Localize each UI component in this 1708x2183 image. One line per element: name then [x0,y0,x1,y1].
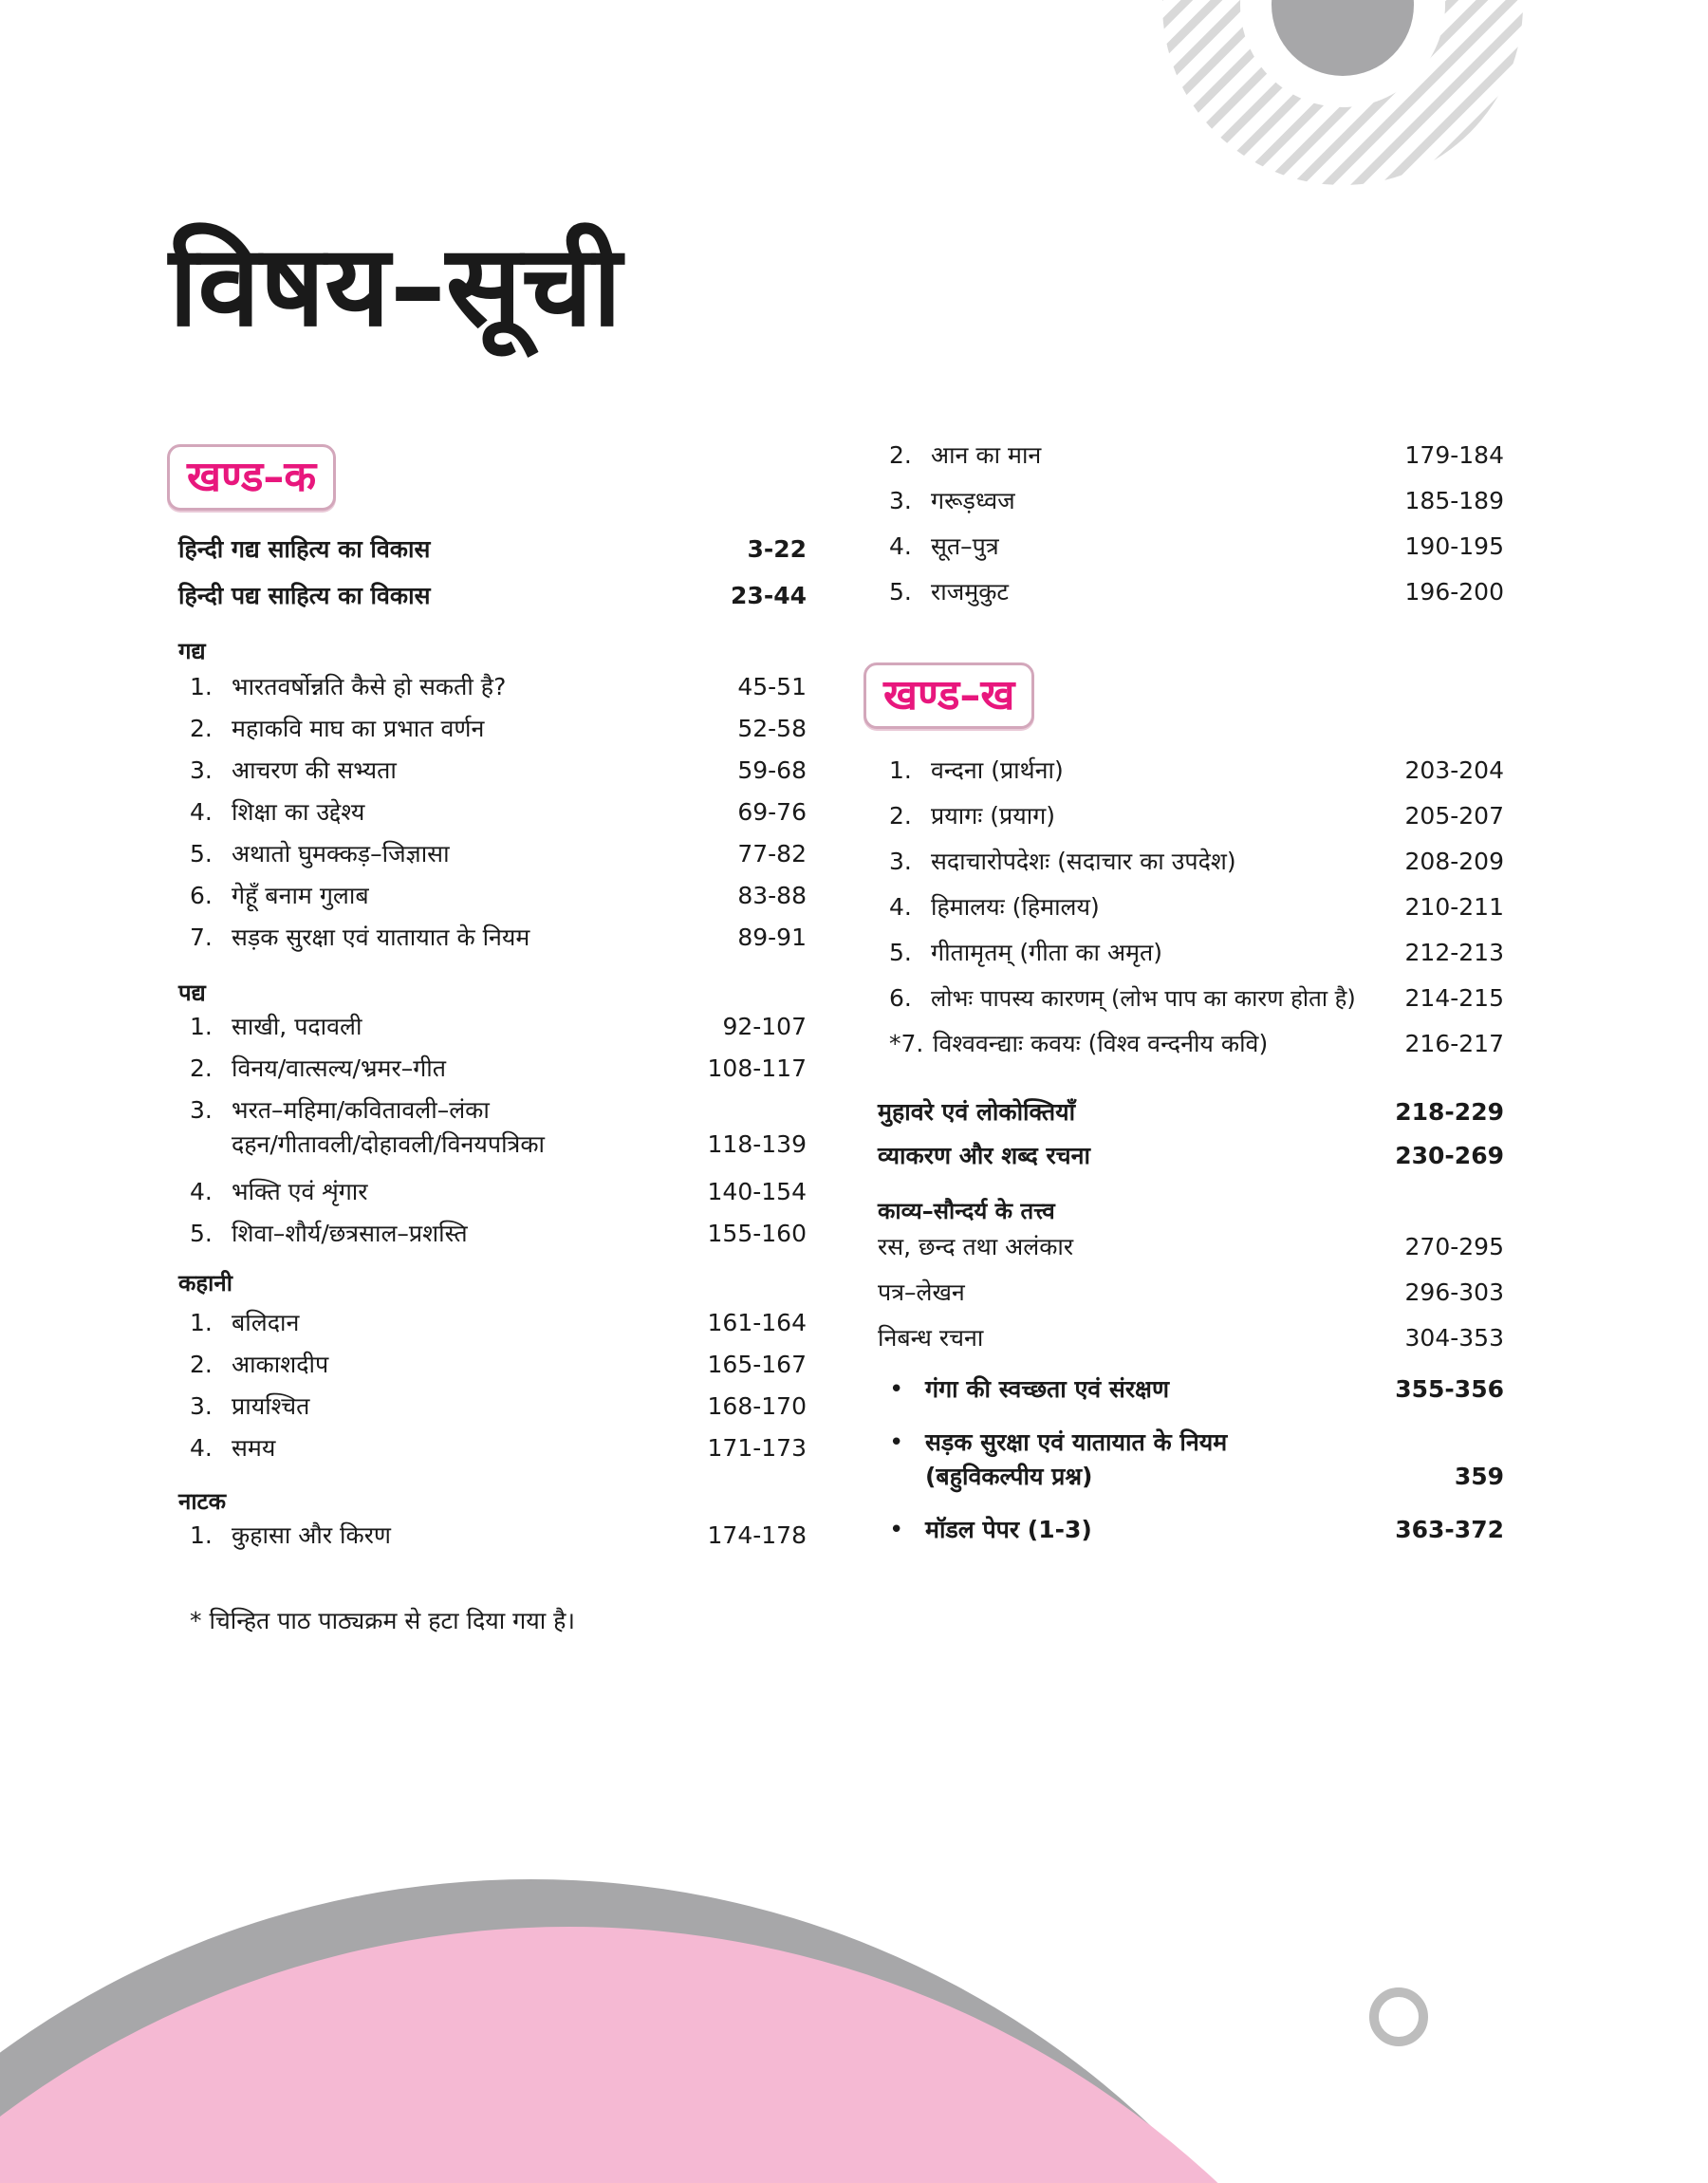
toc-row[interactable] [889,799,1504,833]
toc-item-title: गरूड़ध्वज [931,487,1015,514]
toc-item-title: साखी, पदावली [232,1013,362,1040]
toc-item-title: महाकवि माघ का प्रभात वर्णन [232,715,485,742]
toc-item-title: मुहावरे एवं लोकोक्तियाँ [878,1098,1076,1126]
toc-item-pages: 230-269 [1395,1142,1504,1169]
toc-item-pages: 203-204 [1404,756,1504,784]
toc-item-pages: 69-76 [737,798,807,826]
toc-row[interactable] [190,1390,807,1424]
toc-row[interactable] [878,1321,1504,1355]
toc-item-title: आकाशदीप [232,1351,329,1378]
toc-item-pages: 210-211 [1404,893,1504,921]
toc-row[interactable] [190,1010,807,1044]
toc-item-number: 4. [190,1178,213,1205]
bullet-icon: • [889,1375,904,1404]
toc-item-pages: 108-117 [707,1054,807,1082]
toc-item-pages: 216-217 [1404,1030,1504,1057]
toc-item-title: गीतामृतम् (गीता का अमृत) [931,939,1163,966]
toc-item-pages: 174-178 [707,1521,807,1549]
toc-row[interactable] [190,1052,807,1086]
toc-item-number: 3. [190,1392,213,1420]
toc-row[interactable] [190,670,807,704]
page-title: विषय–सूची [169,220,622,351]
section-heading-natak: नाटक [178,1488,227,1515]
toc-item-title: सूत–पुत्र [931,532,999,560]
toc-row[interactable] [190,712,807,746]
toc-item-number: 2. [889,441,912,469]
toc-item-number: 7. [190,924,213,951]
toc-row[interactable] [178,579,807,613]
toc-row[interactable] [190,795,807,830]
toc-row[interactable] [889,484,1504,518]
toc-item-title: निबन्ध रचना [878,1324,984,1352]
toc-item-number: 4. [190,1434,213,1462]
toc-item-number: 5. [190,840,213,868]
footnote: * चिन्हित पाठ पाठ्यक्रम से हटा दिया गया है। [190,1607,575,1634]
toc-item-pages: 208-209 [1404,848,1504,875]
toc-item-title: व्याकरण और शब्द रचना [878,1142,1090,1169]
toc-item-title: कुहासा और किरण [232,1521,391,1549]
toc-item-title: सदाचारोपदेशः (सदाचार का उपदेश) [931,848,1236,875]
toc-item-pages: 89-91 [737,924,807,951]
left-column [178,0,807,2183]
toc-item-title: गंगा की स्वच्छता एवं संरक्षण [925,1375,1170,1403]
toc-item-number: 3. [190,1096,213,1124]
toc-row[interactable] [889,575,1504,609]
toc-item-number: 1. [190,1013,213,1040]
toc-row[interactable] [190,1175,807,1209]
toc-row[interactable] [889,981,1504,1016]
toc-item-title: मॉडल पेपर (1-3) [925,1516,1092,1543]
toc-item-title: राजमुकुट [931,578,1010,606]
toc-item-pages: 77-82 [737,840,807,868]
toc-item-title: भरत–महिमा/कवितावली–लंका [232,1096,490,1124]
toc-item-pages: 59-68 [737,756,807,784]
khand-kha-badge: खण्ड–ख [863,662,1034,729]
toc-item-title: पत्र–लेखन [878,1278,965,1306]
toc-item-number: 3. [190,756,213,784]
toc-item-title: आचरण की सभ्यता [232,756,397,784]
toc-item-title: समय [232,1434,276,1462]
toc-item-pages: 355-356 [1395,1375,1504,1403]
toc-row[interactable] [889,1372,1504,1407]
toc-item-title-continued: (बहुविकल्पीय प्रश्न) [925,1463,1093,1490]
toc-item-title: गेहूँ बनाम गुलाब [232,882,369,909]
toc-item-pages: 140-154 [707,1178,807,1205]
toc-item-title: शिक्षा का उद्देश्य [232,798,365,826]
toc-item-pages: 296-303 [1404,1278,1504,1306]
toc-item-pages: 165-167 [707,1351,807,1378]
toc-row[interactable] [889,890,1504,924]
toc-item-title: सड़क सुरक्षा एवं यातायात के नियम [232,924,530,951]
toc-row[interactable] [190,1093,807,1169]
toc-item-title-continued: दहन/गीतावली/दोहावली/विनयपत्रिका [232,1130,546,1158]
toc-row[interactable] [190,837,807,871]
toc-item-pages: 218-229 [1395,1098,1504,1126]
toc-row[interactable] [190,879,807,913]
toc-item-title: सड़क सुरक्षा एवं यातायात के नियम [925,1428,1228,1456]
toc-item-pages: 83-88 [737,882,807,909]
toc-item-title: हिन्दी गद्य साहित्य का विकास [178,535,431,563]
toc-item-number: 5. [889,939,912,966]
toc-item-number: 2. [190,1054,213,1082]
toc-item-title: लोभः पापस्य कारणम् (लोभ पाप का कारण होता है) [931,985,1356,1012]
right-column [878,0,1504,2183]
toc-row[interactable] [190,921,807,955]
toc-row[interactable] [889,936,1504,970]
toc-item-number: *7. [889,1030,924,1057]
toc-item-number: 1. [889,756,912,784]
bullet-icon: • [889,1428,904,1457]
toc-item-pages: 168-170 [707,1392,807,1420]
toc-row[interactable] [889,845,1504,879]
toc-item-number: 3. [889,848,912,875]
toc-item-number: 6. [889,984,912,1012]
toc-row[interactable] [889,1426,1504,1502]
toc-item-number: 3. [889,487,912,514]
toc-item-title: अथातो घुमक्कड़–जिज्ञासा [232,840,450,868]
toc-item-pages: 155-160 [707,1220,807,1247]
toc-item-number: 4. [190,798,213,826]
toc-item-number: 1. [190,673,213,700]
section-heading-padya: पद्य [178,980,206,1006]
toc-item-number: 2. [190,1351,213,1378]
toc-item-title: वन्दना (प्रार्थना) [931,756,1064,784]
section-heading-gadya: गद्य [178,638,206,664]
toc-item-pages: 214-215 [1404,984,1504,1012]
toc-item-pages: 304-353 [1404,1324,1504,1352]
toc-item-number: 2. [889,802,912,830]
toc-row[interactable] [190,754,807,788]
toc-item-title: प्रायश्चित [232,1392,310,1420]
toc-row[interactable] [190,1306,807,1340]
toc-item-pages: 52-58 [737,715,807,742]
toc-row[interactable] [878,1139,1504,1173]
toc-item-pages: 171-173 [707,1434,807,1462]
toc-row[interactable] [889,1027,1504,1061]
toc-item-number: 6. [190,882,213,909]
toc-row[interactable] [190,1217,807,1251]
toc-item-number: 4. [889,532,912,560]
toc-item-pages: 185-189 [1404,487,1504,514]
toc-item-title: विनय/वात्सल्य/भ्रमर–गीत [232,1054,446,1082]
toc-item-pages: 23-44 [731,582,807,609]
toc-item-pages: 161-164 [707,1309,807,1336]
toc-item-title: भारतवर्षोन्नति कैसे हो सकती है? [232,673,507,700]
toc-item-pages: 179-184 [1404,441,1504,469]
toc-item-title: हिमालयः (हिमालय) [931,893,1100,921]
toc-item-pages: 3-22 [747,535,807,563]
toc-item-number: 2. [190,715,213,742]
toc-item-pages: 359 [1454,1463,1504,1490]
toc-row[interactable] [889,754,1504,788]
toc-item-number: 5. [889,578,912,606]
section-heading-kahani: कहानी [178,1270,232,1297]
toc-item-title: आन का मान [931,441,1042,469]
toc-row[interactable] [878,1276,1504,1310]
toc-item-pages: 92-107 [722,1013,807,1040]
toc-row[interactable] [178,532,807,567]
toc-item-pages: 196-200 [1404,578,1504,606]
toc-item-pages: 190-195 [1404,532,1504,560]
toc-item-title: शिवा–शौर्य/छत्रसाल–प्रशस्ति [232,1220,468,1247]
toc-row[interactable] [889,438,1504,473]
toc-item-number: 5. [190,1220,213,1247]
toc-row[interactable] [190,1519,807,1553]
toc-item-title: हिन्दी पद्य साहित्य का विकास [178,582,431,609]
toc-item-pages: 205-207 [1404,802,1504,830]
toc-item-pages: 363-372 [1395,1516,1504,1543]
toc-item-title: रस, छन्द तथा अलंकार [878,1233,1074,1260]
toc-item-title: विश्ववन्द्याः कवयः (विश्व वन्दनीय कवि) [933,1030,1269,1057]
toc-row[interactable] [889,530,1504,564]
toc-item-number: 4. [889,893,912,921]
section-heading-kavya: काव्य–सौन्दर्य के तत्त्व [878,1198,1055,1224]
toc-item-pages: 212-213 [1404,939,1504,966]
toc-row[interactable] [878,1095,1504,1129]
toc-item-pages: 45-51 [737,673,807,700]
bullet-icon: • [889,1516,904,1544]
toc-row[interactable] [190,1431,807,1465]
toc-row[interactable] [190,1348,807,1382]
toc-item-title: बलिदान [232,1309,300,1336]
toc-item-number: 1. [190,1521,213,1549]
toc-item-title: भक्ति एवं शृंगार [232,1178,368,1205]
toc-item-pages: 270-295 [1404,1233,1504,1260]
toc-item-title: प्रयागः (प्रयाग) [931,802,1056,830]
khand-ka-badge: खण्ड–क [167,444,336,511]
toc-item-number: 1. [190,1309,213,1336]
toc-item-pages: 118-139 [707,1130,807,1158]
toc-row[interactable] [878,1230,1504,1264]
toc-row[interactable] [889,1513,1504,1547]
